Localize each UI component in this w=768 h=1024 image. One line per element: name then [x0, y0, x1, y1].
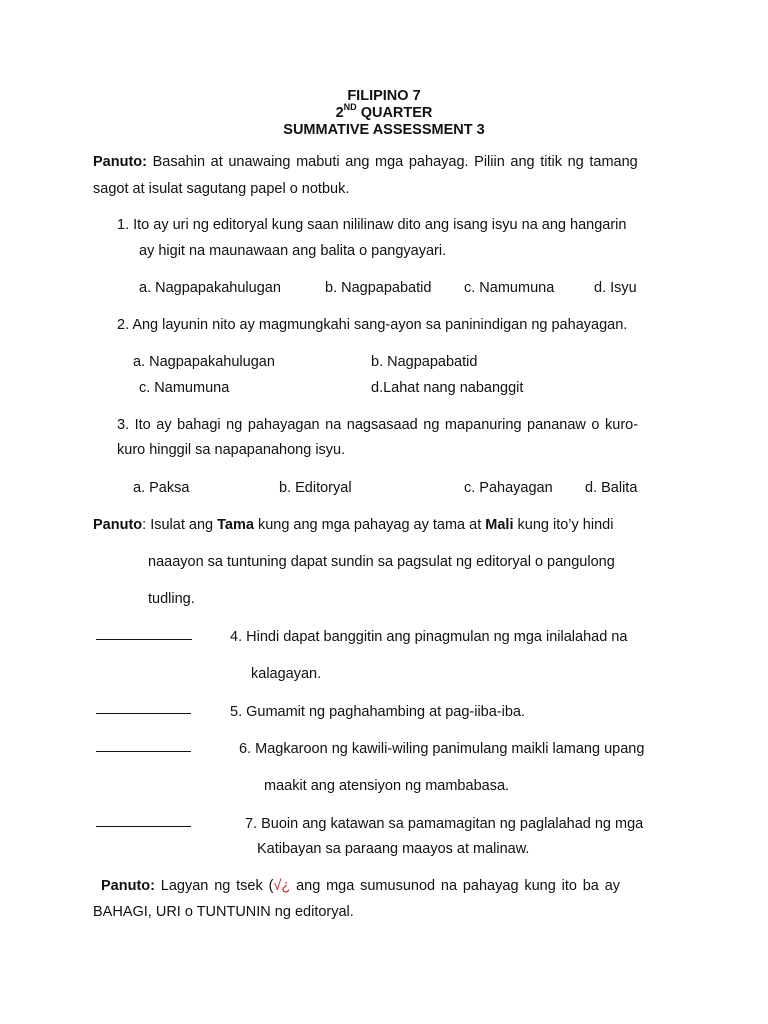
instruction-2-mali: Mali — [485, 517, 514, 533]
instruction-3-line-2: BAHAGI, URI o TUNTUNIN ng editoryal. — [93, 904, 354, 920]
instruction-3-line-1 — [101, 877, 675, 895]
quarter-suffix: ND — [343, 102, 357, 113]
doc-title-assessment: SUMMATIVE ASSESSMENT 3 — [283, 122, 485, 138]
question-2-choice-c: c. Namumuna — [139, 380, 230, 396]
instruction-2-tama: Tama — [217, 517, 254, 533]
instruction-2-label: Panuto — [93, 517, 143, 533]
doc-title-quarter — [0, 104, 768, 122]
question-2-choice-b: b. Nagpapabatid — [371, 354, 478, 370]
item-6-line-1: 6. Magkaroon ng kawili-wiling panimulang maikli lamang upang — [239, 741, 645, 757]
answer-blank-6[interactable] — [96, 751, 191, 752]
quarter-number: 2 — [335, 105, 344, 121]
item-5-line-1: 5. Gumamit ng paghahambing at pag-iiba-iba. — [230, 704, 526, 720]
item-4-line-1: 4. Hindi dapat banggitin ang pinagmulan ng mga inilalahad na — [230, 629, 628, 645]
question-3-line-2: kuro hinggil sa napapanahong isyu. — [117, 442, 346, 458]
question-3-choice-a: a. Paksa — [133, 480, 190, 496]
instruction-2-text-c: kung ito’y hindi — [513, 517, 614, 533]
question-1-choice-d: d. Isyu — [594, 280, 637, 296]
instruction-2-text-b: kung ang mga pahayag ay tama at — [253, 517, 486, 533]
instruction-2-line-3: tudling. — [148, 591, 195, 607]
answer-blank-7[interactable] — [96, 826, 191, 827]
question-3-choice-d: d. Balita — [585, 480, 638, 496]
item-4-line-2: kalagayan. — [251, 666, 322, 682]
answer-blank-5[interactable] — [96, 713, 191, 714]
question-1-choice-a: a. Nagpapakahulugan — [139, 280, 281, 296]
question-1-choice-b: b. Nagpapabatid — [325, 280, 432, 296]
doc-title-subject: FILIPINO 7 — [347, 88, 421, 104]
quarter-word: QUARTER — [356, 105, 433, 121]
instruction-1-line-2: sagot at isulat sagutang papel o notbuk. — [93, 181, 350, 197]
check-mark-icon: √¿ — [273, 878, 291, 894]
question-1-line-1: 1. Ito ay uri ng editoryal kung saan nililinaw dito ang isang isyu na ang hangarin — [117, 217, 627, 233]
instruction-1-text: Basahin at unawaing mabuti ang mga pahayag. Piliin ang titik ng tamang — [152, 154, 638, 170]
item-7-line-2: Katibayan sa paraang maayos at malinaw. — [257, 841, 530, 857]
question-2-choice-a: a. Nagpapakahulugan — [133, 354, 275, 370]
instruction-3-label: Panuto: — [101, 878, 155, 894]
instruction-2-text-a: : Isulat ang — [142, 517, 218, 533]
item-7-line-1: 7. Buoin ang katawan sa pamamagitan ng paglalahad ng mga — [245, 816, 644, 832]
question-2-choice-d: d.Lahat nang nabanggit — [371, 380, 524, 396]
question-1-line-2: ay higit na maunawaan ang balita o pangyayari. — [139, 243, 447, 259]
question-1-choice-c: c. Namumuna — [464, 280, 555, 296]
item-6-line-2: maakit ang atensiyon ng mambabasa. — [264, 778, 510, 794]
answer-blank-4[interactable] — [96, 639, 192, 640]
question-3-choice-c: c. Pahayagan — [464, 480, 553, 496]
instruction-3-text-a: Lagyan ng tsek ( — [154, 878, 274, 894]
question-3-line-1: 3. Ito ay bahagi ng pahayagan na nagsasaad ng mapanuring pananaw o kuro- — [117, 417, 639, 433]
instruction-1-line-1 — [93, 153, 675, 171]
instruction-3-text-b: ang mga sumusunod na pahayag kung ito ba ay — [290, 878, 621, 894]
instruction-1-label: Panuto: — [93, 154, 147, 170]
instruction-2-line-1 — [93, 516, 613, 534]
instruction-2-line-2: naaayon sa tuntuning dapat sundin sa pagsulat ng editoryal o pangulong — [148, 554, 615, 570]
question-2-text: 2. Ang layunin nito ay magmungkahi sang-ayon sa paninindigan ng pahayagan. — [117, 317, 628, 333]
question-3-choice-b: b. Editoryal — [279, 480, 352, 496]
